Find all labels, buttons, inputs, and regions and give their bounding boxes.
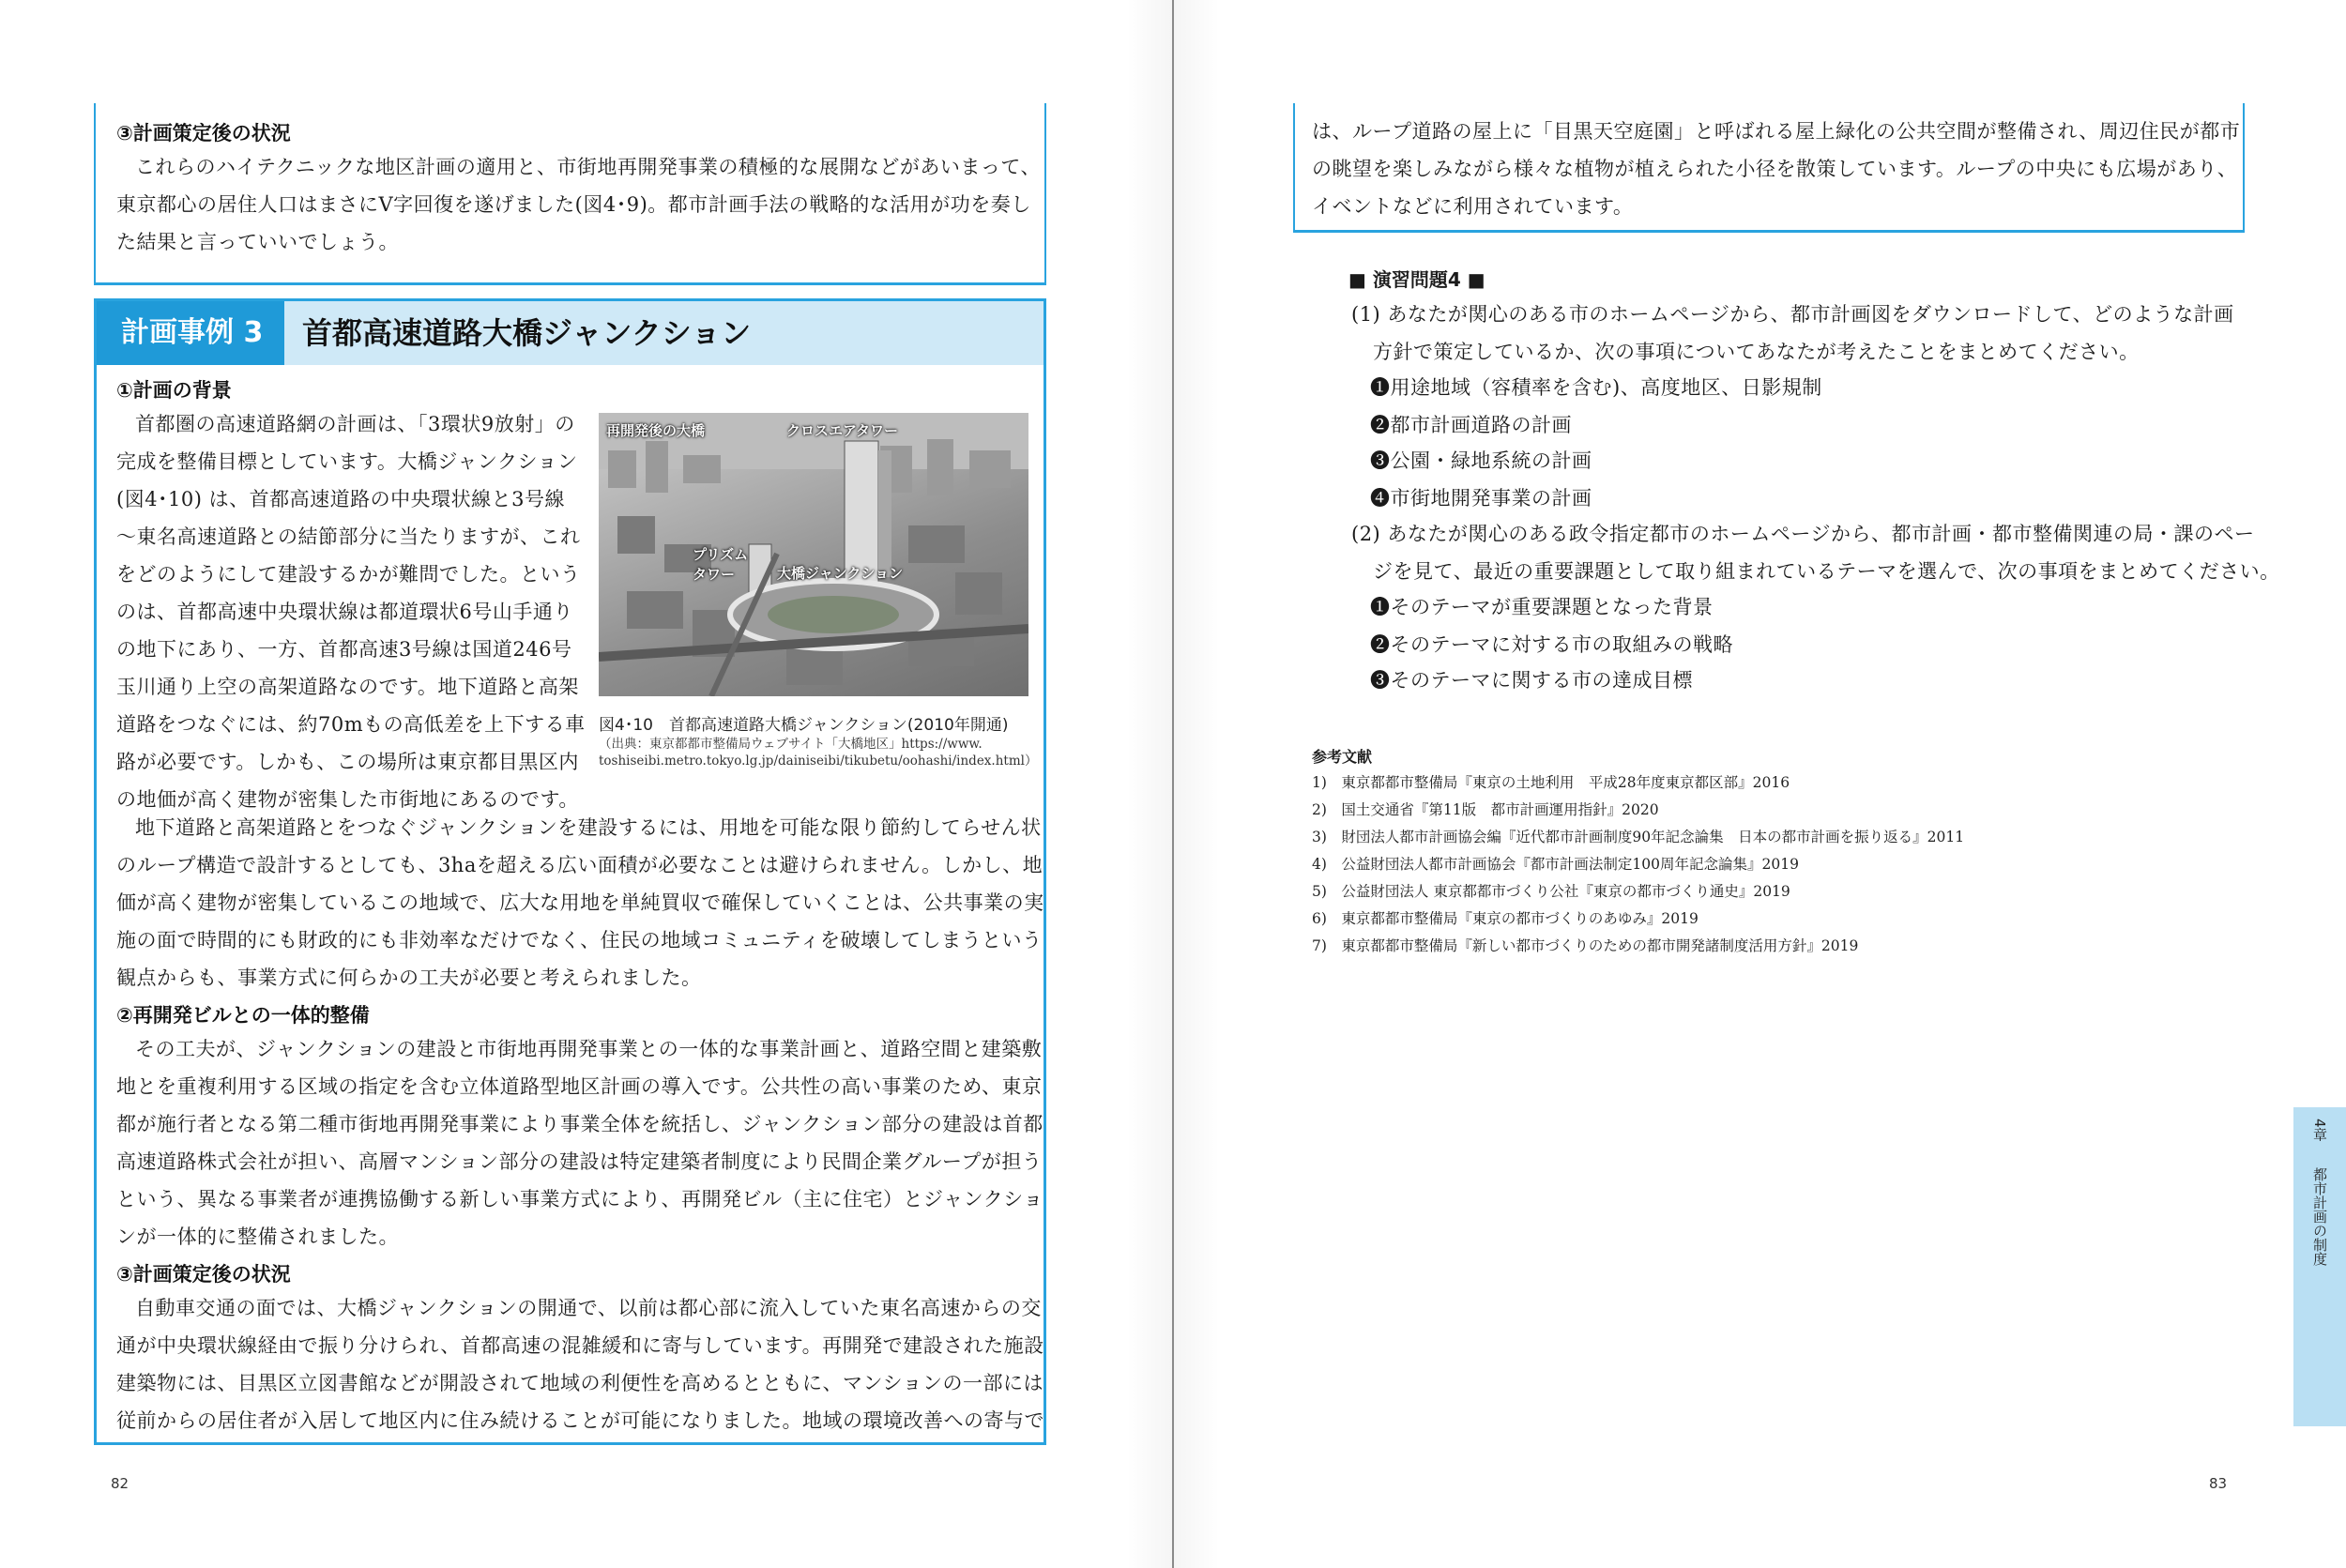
text-line: 都が施行者となる第二種市街地再開発事業により事業全体を統括し、ジャンクション部分の建設は首都	[116, 1113, 1044, 1135]
text-line: のループ構造で設計するとしても、3haを超える広い面積が必要なことは避けられません。しかし、地	[116, 854, 1044, 876]
exercise-item: ❹市街地開発事業の計画	[1370, 487, 1592, 510]
photo-label-prism: プリズム タワー	[693, 546, 749, 583]
text-line: 路が必要です。しかも、この場所は東京都目黒区内	[116, 751, 579, 773]
text-line: ～東名高速道路との結節部分に当たりますが、これ	[116, 525, 581, 548]
text-line: イベントなどに利用されています。	[1312, 195, 1634, 218]
exercise-item: ❷都市計画道路の計画	[1370, 414, 1572, 436]
reference-item: 1) 東京都都市整備局『東京の土地利用 平成28年度東京都区部』2016	[1312, 774, 1790, 791]
exercise-question-2: (2) あなたが関心のある政令指定都市のホームページから、都市計画・都市整備関連の局・課のペー	[1351, 523, 2255, 545]
text-line: の地価が高く建物が密集した市街地にあるのです。	[116, 788, 579, 811]
photo-label-junction: 大橋ジャンクション	[777, 565, 904, 582]
page-number-left: 82	[111, 1475, 129, 1492]
text-line: 地とを重複利用する区域の指定を含む立体道路型地区計画の導入です。公共性の高い事業のため、東京	[116, 1075, 1043, 1098]
text-line: ンが一体的に整備されました。	[116, 1225, 399, 1248]
figure-source-url: toshiseibi.metro.tokyo.lg.jp/dainiseibi/tikubetu/oohashi/index.html）	[599, 754, 1038, 769]
exercise-question-1: (1) あなたが関心のある市のホームページから、都市計画図をダウンロードして、どのような計画	[1351, 303, 2234, 326]
reference-item: 6) 東京都都市整備局『東京の都市づくりのあゆみ』2019	[1312, 910, 1699, 927]
exercise-item: ❷そのテーマに対する市の取組みの戦略	[1370, 633, 1733, 656]
section-heading: ③計画策定後の状況	[116, 1263, 291, 1286]
photo-label-cross-air: クロスエアタワー	[786, 422, 898, 439]
text-line: の眺望を楽しみながら様々な植物が植えられた小径を散策しています。ループの中央にも広場があり、	[1312, 158, 2238, 180]
reference-item: 2) 国土交通省『第11版 都市計画運用指針』2020	[1312, 801, 1659, 818]
text-line: これらのハイテクニックな地区計画の適用と、市街地再開発事業の積極的な展開などがあいまって、	[135, 156, 1041, 178]
exercise-heading: ■ 演習問題4 ■	[1348, 268, 1485, 291]
text-line: 東京都心の居住人口はまさにV字回復を遂げました(図4･9)。都市計画手法の戦略的な活用が功を奏し	[116, 193, 1031, 216]
text-line: 通が中央環状線経由で振り分けられ、首都高速の混雑緩和に寄与しています。再開発で建設された施設	[116, 1334, 1044, 1357]
text-line: 観点からも、事業方式に何らかの工夫が必要と考えられました。	[116, 967, 702, 989]
text-line: (図4･10) は、首都高速道路の中央環状線と3号線	[116, 488, 566, 510]
text-line: た結果と言っていいでしょう。	[116, 231, 399, 253]
text-line: という、異なる事業者が連携協働する新しい事業方式により、再開発ビル（主に住宅）とジャンクショ	[116, 1188, 1044, 1210]
chapter-number: 4章	[2311, 1119, 2328, 1142]
text-line: 建築物には、目黒区立図書館などが開設されて地域の利便性を高めるとともに、マンションの一部には	[116, 1372, 1044, 1394]
references-heading: 参考文献	[1312, 748, 1373, 766]
text-line: 地下道路と高架道路とをつなぐジャンクションを建設するには、用地を可能な限り節約してらせん状	[135, 816, 1042, 839]
case-title: 首都高速道路大橋ジャンクション	[302, 315, 752, 351]
text-line: をどのようにして建設するかが難問でした。という	[116, 563, 581, 586]
text-line: は、ループ道路の屋上に「目黒天空庭園」と呼ばれる屋上緑化の公共空間が整備され、周辺住民が都市	[1312, 120, 2241, 143]
figure-caption: 図4･10 首都高速道路大橋ジャンクション(2010年開通)	[599, 716, 1009, 735]
reference-item: 3) 財団法人都市計画協会編『近代都市計画制度90年記念論集 日本の都市計画を振り返る』2011	[1312, 829, 1965, 845]
chapter-tab	[2293, 1107, 2346, 1426]
text-line: 首都圏の高速道路網の計画は、「3環状9放射」の	[135, 413, 575, 435]
section-heading: ③計画策定後の状況	[116, 122, 291, 145]
junction-aerial-photo	[599, 413, 1028, 696]
text-line: 道路をつなぐには、約70mもの高低差を上下する車	[116, 713, 586, 736]
case-tag: 計画事例 3	[97, 301, 284, 365]
text-line: その工夫が、ジャンクションの建設と市街地再開発事業との一体的な事業計画と、道路空間と建築敷	[135, 1038, 1043, 1060]
exercise-question-1-cont: 方針で策定しているか、次の事項についてあなたが考えたことをまとめてください。	[1373, 341, 2140, 363]
text-line: 従前からの居住者が入居して地区内に住み続けることが可能になりました。地域の環境改善への寄与で	[116, 1409, 1044, 1432]
page-gutter	[1172, 0, 1174, 1568]
page-number-right: 83	[2209, 1475, 2228, 1492]
photo-label-redevelopment: 再開発後の大橋	[606, 422, 706, 439]
reference-item: 5) 公益財団法人 東京都都市づくり公社『東京の都市づくり通史』2019	[1312, 883, 1790, 900]
exercise-item: ❶そのテーマが重要課題となった背景	[1370, 596, 1714, 618]
reference-item: 4) 公益財団法人都市計画協会『都市計画法制定100周年記念論集』2019	[1312, 856, 1799, 873]
chapter-title: 都市計画の制度	[2311, 1167, 2328, 1266]
figure-source: （出典：東京都都市整備局ウェブサイト「大橋地区」https://www.	[599, 737, 983, 752]
text-line: のは、首都高速中央環状線は都道環状6号山手通り	[116, 601, 573, 623]
text-line: 玉川通り上空の高架道路なのです。地下道路と高架	[116, 676, 579, 698]
section-heading: ①計画の背景	[116, 379, 232, 402]
text-line: 施の面で時間的にも財政的にも非効率なだけでなく、住民の地域コミュニティを破壊してしまうという	[116, 929, 1043, 951]
reference-item: 7) 東京都都市整備局『新しい都市づくりのための都市開発諸制度活用方針』2019	[1312, 937, 1859, 954]
text-line: 自動車交通の面では、大橋ジャンクションの開通で、以前は都心部に流入していた東名高速からの交	[135, 1297, 1042, 1319]
section-heading: ②再開発ビルとの一体的整備	[116, 1004, 370, 1027]
text-line: 高速道路株式会社が担い、高層マンション部分の建設は特定建築者制度により民間企業グループが担う	[116, 1150, 1043, 1173]
text-line: の地下にあり、一方、首都高速3号線は国道246号	[116, 638, 572, 661]
exercise-item: ❶用途地域（容積率を含む)、高度地区、日影規制	[1370, 376, 1822, 399]
exercise-question-2-cont: ジを見て、最近の重要課題として取り組まれているテーマを選んで、次の事項をまとめてください。	[1373, 560, 2280, 583]
exercise-item: ❸公園・緑地系統の計画	[1370, 449, 1592, 472]
text-line: 価が高く建物が密集しているこの地域で、広大な用地を単純買収で確保していくことは、公共事業の実	[116, 891, 1044, 914]
city-illustration	[599, 413, 1028, 696]
text-line: 完成を整備目標としています。大橋ジャンクション	[116, 450, 578, 473]
exercise-item: ❸そのテーマに関する市の達成目標	[1370, 669, 1693, 692]
